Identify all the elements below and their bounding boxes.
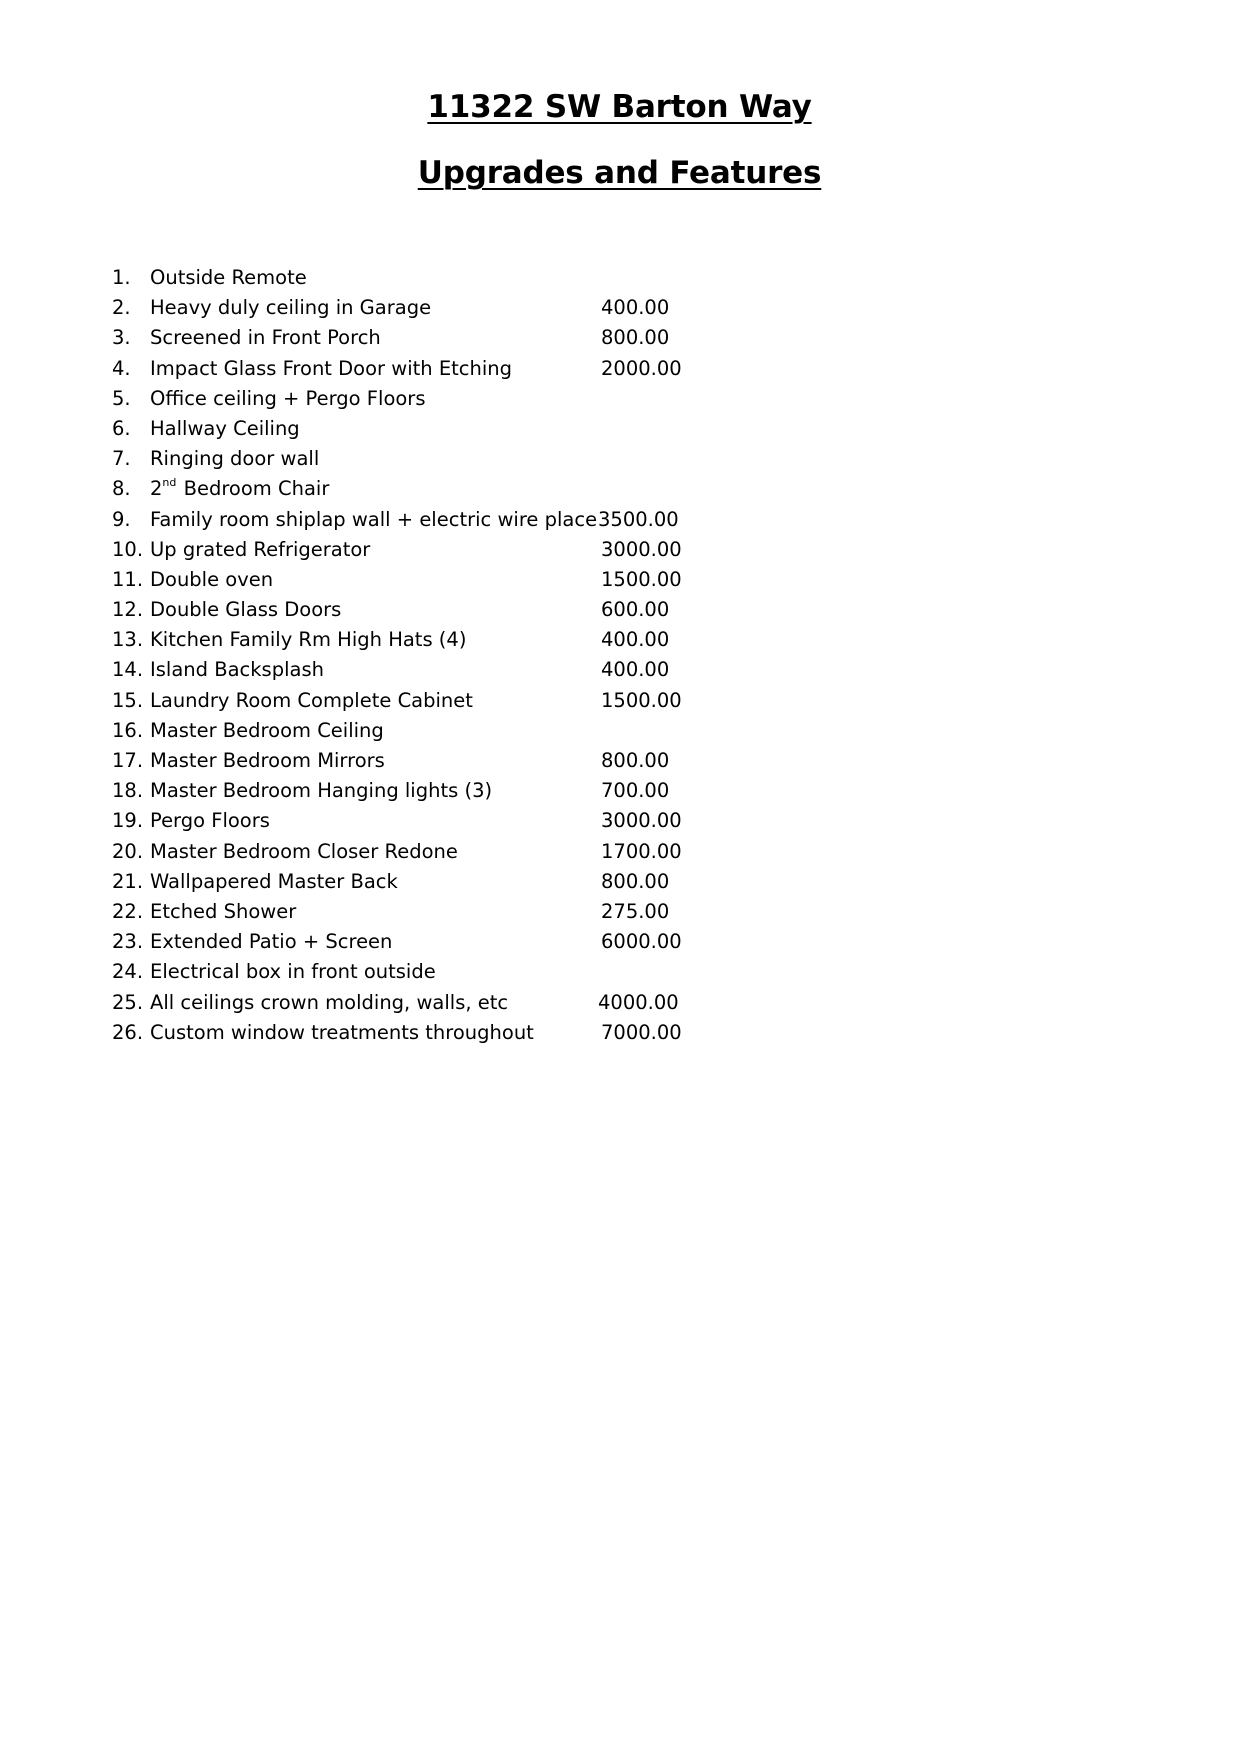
item-label: Wallpapered Master Back xyxy=(150,869,398,893)
item-price: 275.00 xyxy=(601,899,670,923)
item-label-ordinal: 2 xyxy=(150,477,163,501)
item-price: 1500.00 xyxy=(601,567,682,591)
item-number: 21. xyxy=(112,869,144,893)
page-subtitle: Upgrades and Features xyxy=(417,155,822,191)
item-label: Double oven xyxy=(150,567,274,591)
list-item xyxy=(0,655,1239,685)
list-item xyxy=(0,444,1239,474)
list-item xyxy=(0,505,1239,535)
list-item xyxy=(0,957,1239,987)
item-number: 24. xyxy=(112,960,144,984)
item-label: Family room shiplap wall + electric wire place xyxy=(150,507,598,531)
item-number: 3. xyxy=(112,326,131,350)
item-price: 2000.00 xyxy=(601,356,682,380)
item-price: 700.00 xyxy=(601,779,670,803)
item-label: Heavy duly ceiling in Garage xyxy=(150,296,432,320)
list-item xyxy=(0,927,1239,957)
item-price: 3000.00 xyxy=(601,537,682,561)
item-label: Screened in Front Porch xyxy=(150,326,381,350)
item-label: Electrical box in front outside xyxy=(150,960,436,984)
item-label: Master Bedroom Hanging lights (3) xyxy=(150,779,493,803)
list-item xyxy=(0,837,1239,867)
item-number: 5. xyxy=(112,386,131,410)
item-price: 3000.00 xyxy=(601,809,682,833)
item-number: 25. xyxy=(112,990,144,1014)
upgrades-list xyxy=(0,263,1239,1048)
item-label: Master Bedroom Ceiling xyxy=(150,718,384,742)
list-item xyxy=(0,988,1239,1018)
item-number: 19. xyxy=(112,809,144,833)
item-price: 800.00 xyxy=(601,326,670,350)
item-number: 23. xyxy=(112,930,144,954)
list-item xyxy=(0,716,1239,746)
item-price: 600.00 xyxy=(601,598,670,622)
item-label: Laundry Room Complete Cabinet xyxy=(150,688,473,712)
item-label: Pergo Floors xyxy=(150,809,270,833)
item-label: Custom window treatments throughout xyxy=(150,1020,534,1044)
list-item xyxy=(0,474,1239,504)
item-number: 16. xyxy=(112,718,144,742)
item-number: 6. xyxy=(112,416,131,440)
list-item xyxy=(0,867,1239,897)
item-label: Extended Patio + Screen xyxy=(150,930,393,954)
item-price: 1500.00 xyxy=(601,688,682,712)
list-item xyxy=(0,897,1239,927)
item-label: Double Glass Doors xyxy=(150,598,342,622)
item-number: 22. xyxy=(112,899,144,923)
list-item xyxy=(0,323,1239,353)
item-number: 2. xyxy=(112,296,131,320)
item-label: Master Bedroom Closer Redone xyxy=(150,839,458,863)
item-price: 800.00 xyxy=(601,749,670,772)
item-label: Etched Shower xyxy=(150,899,297,923)
item-label: Hallway Ceiling xyxy=(150,416,300,440)
item-label-ordinal-suffix: nd xyxy=(162,475,177,489)
item-price: 400.00 xyxy=(601,628,670,652)
item-number: 11. xyxy=(112,567,144,591)
item-price: 3500.00 xyxy=(598,507,679,531)
list-item xyxy=(0,263,1239,293)
list-item xyxy=(0,746,1239,776)
item-price: 800.00 xyxy=(601,869,670,893)
item-label xyxy=(150,474,329,504)
list-item xyxy=(0,625,1239,655)
list-item xyxy=(0,535,1239,565)
item-number: 20. xyxy=(112,839,144,863)
list-item xyxy=(0,384,1239,414)
item-number: 9. xyxy=(112,507,131,531)
item-number: 18. xyxy=(112,779,144,803)
item-price: 400.00 xyxy=(601,296,670,320)
list-item xyxy=(0,686,1239,716)
item-number: 1. xyxy=(112,266,131,289)
item-number: 12. xyxy=(112,598,144,622)
item-number: 14. xyxy=(112,658,144,682)
item-label-text: Bedroom Chair xyxy=(183,477,330,501)
list-item xyxy=(0,776,1239,806)
item-label: Island Backsplash xyxy=(150,658,324,682)
item-number: 13. xyxy=(112,628,144,652)
list-item xyxy=(0,1018,1239,1048)
item-price: 4000.00 xyxy=(598,990,679,1014)
item-number: 4. xyxy=(112,356,131,380)
item-label: Master Bedroom Mirrors xyxy=(150,749,385,772)
item-price: 7000.00 xyxy=(601,1020,682,1044)
item-label: Office ceiling + Pergo Floors xyxy=(150,386,426,410)
item-label: Kitchen Family Rm High Hats (4) xyxy=(150,628,467,652)
list-item xyxy=(0,354,1239,384)
list-item xyxy=(0,595,1239,625)
list-item xyxy=(0,293,1239,323)
item-number: 17. xyxy=(112,749,144,772)
item-label: Outside Remote xyxy=(150,266,307,289)
item-number: 15. xyxy=(112,688,144,712)
list-item xyxy=(0,414,1239,444)
list-item xyxy=(0,806,1239,836)
item-number: 7. xyxy=(112,447,131,471)
item-number: 26. xyxy=(112,1020,144,1044)
item-price: 6000.00 xyxy=(601,930,682,954)
item-label: All ceilings crown molding, walls, etc xyxy=(150,990,509,1014)
list-item xyxy=(0,565,1239,595)
item-price: 400.00 xyxy=(601,658,670,682)
item-label: Up grated Refrigerator xyxy=(150,537,371,561)
item-number: 8. xyxy=(112,477,131,501)
item-number: 10. xyxy=(112,537,144,561)
page-title: 11322 SW Barton Way xyxy=(427,89,812,125)
item-price: 1700.00 xyxy=(601,839,682,863)
item-label: Ringing door wall xyxy=(150,447,320,471)
item-label: Impact Glass Front Door with Etching xyxy=(150,356,513,380)
